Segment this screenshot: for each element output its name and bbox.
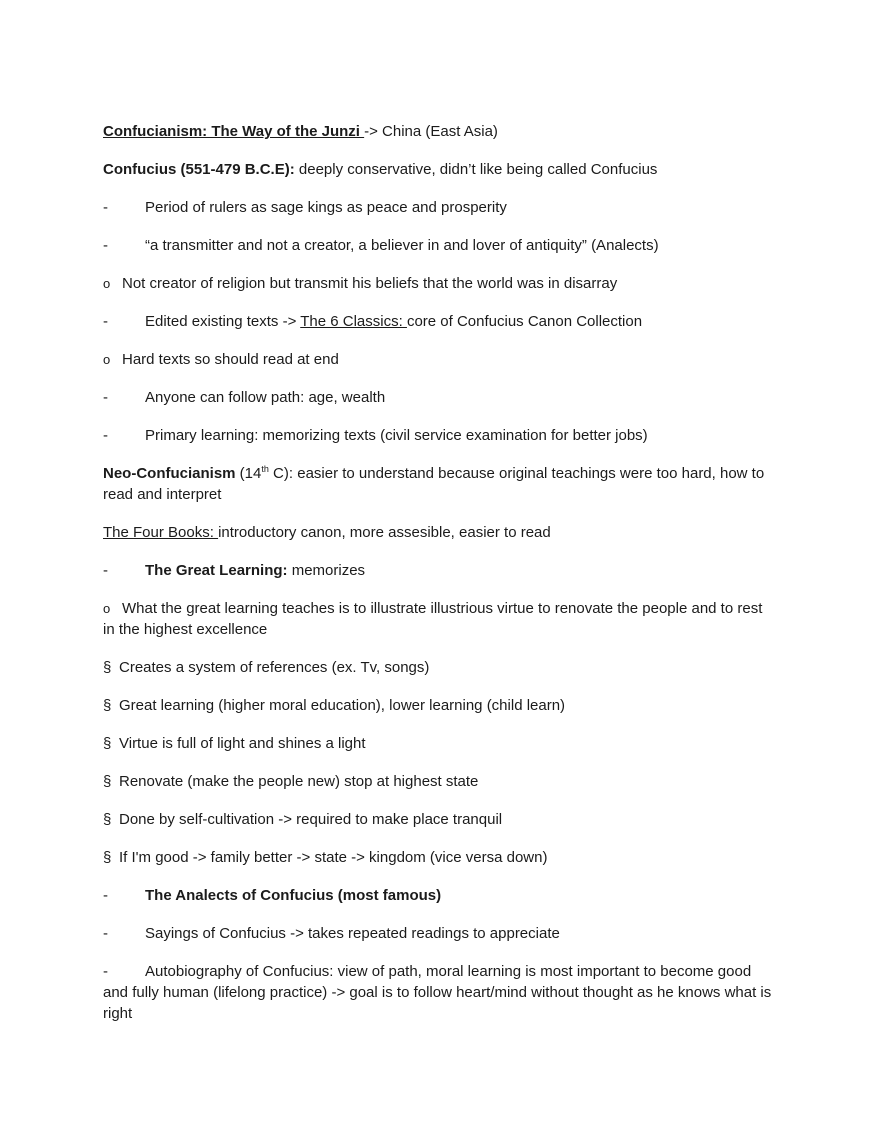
- text-run: What the great learning teaches is to illustrate illustrious virtue to renovate the people and to rest in the highest excellence: [103, 600, 763, 638]
- text-run: The Great Learning:: [145, 562, 288, 579]
- list-item: [103, 809, 777, 830]
- text-run: th: [261, 464, 269, 474]
- text-run: Confucianism: The Way of the Junzi: [103, 123, 365, 140]
- list-item: [103, 657, 777, 678]
- list-item: [103, 349, 777, 370]
- dash-bullet-marker: -: [103, 887, 108, 904]
- text-run: Creates a system of references (ex. Tv, songs): [119, 659, 430, 676]
- text-run: Period of rulers as sage kings as peace and prosperity: [145, 199, 507, 216]
- dash-bullet-marker: -: [103, 562, 108, 579]
- text-run: Not creator of religion but transmit his beliefs that the world was in disarray: [122, 275, 618, 292]
- text-run: Great learning (higher moral education), lower learning (child learn): [119, 697, 566, 714]
- section-bullet-marker: §: [103, 811, 112, 828]
- list-item: [103, 387, 777, 408]
- text-run: Anyone can follow path: age, wealth: [145, 389, 386, 406]
- list-item: [103, 847, 777, 868]
- text-run: core of Confucius Canon Collection: [406, 313, 643, 330]
- paragraph: [103, 463, 777, 505]
- paragraph: [103, 522, 777, 543]
- list-item: [103, 197, 777, 218]
- text-run: (14: [235, 465, 262, 482]
- text-run: deeply conservative, didn’t like being called Confucius: [294, 161, 658, 178]
- section-bullet-marker: §: [103, 697, 112, 714]
- dash-bullet-marker: -: [103, 925, 108, 942]
- list-item: [103, 695, 777, 716]
- list-item: [103, 961, 777, 1024]
- circle-bullet-marker: o: [103, 601, 111, 616]
- text-run: C): easier to understand because original teachings were too hard, how to read and interpret: [103, 465, 765, 503]
- text-run: Done by self-cultivation -> required to make place tranquil: [119, 811, 503, 828]
- list-item: [103, 733, 777, 754]
- text-run: Renovate (make the people new) stop at highest state: [119, 773, 479, 790]
- text-run: Confucius (551-479 B.C.E):: [103, 161, 295, 178]
- paragraph: [103, 121, 777, 142]
- dash-bullet-marker: -: [103, 199, 108, 216]
- section-bullet-marker: §: [103, 659, 112, 676]
- text-run: Sayings of Confucius -> takes repeated readings to appreciate: [145, 925, 560, 942]
- text-run: The Four Books:: [103, 524, 219, 541]
- list-item: [103, 311, 777, 332]
- list-item: [103, 771, 777, 792]
- list-item: [103, 560, 777, 581]
- circle-bullet-marker: o: [103, 276, 111, 291]
- list-item: [103, 923, 777, 944]
- section-bullet-marker: §: [103, 735, 112, 752]
- paragraph: [103, 159, 777, 180]
- dash-bullet-marker: -: [103, 237, 108, 254]
- text-run: Neo-Confucianism: [103, 465, 236, 482]
- text-run: Hard texts so should read at end: [122, 351, 339, 368]
- text-run: Edited existing texts ->: [145, 313, 301, 330]
- text-run: introductory canon, more assesible, easier to read: [218, 524, 551, 541]
- text-run: The 6 Classics:: [300, 313, 407, 330]
- list-item: [103, 235, 777, 256]
- text-run: “a transmitter and not a creator, a believer in and lover of antiquity” (Analects): [145, 237, 659, 254]
- circle-bullet-marker: o: [103, 352, 111, 367]
- section-bullet-marker: §: [103, 773, 112, 790]
- text-run: If I'm good -> family better -> state -> kingdom (vice versa down): [119, 849, 548, 866]
- dash-bullet-marker: -: [103, 313, 108, 330]
- list-item: [103, 598, 777, 640]
- dash-bullet-marker: -: [103, 427, 108, 444]
- dash-bullet-marker: -: [103, 389, 108, 406]
- text-run: Virtue is full of light and shines a light: [119, 735, 366, 752]
- list-item: [103, 885, 777, 906]
- text-run: Autobiography of Confucius: view of path, moral learning is most important to become good and fully human (lifelong practice) -> goal is to follow heart/mind without thought as he knows what is right: [103, 963, 772, 1022]
- text-run: The Analects of Confucius (most famous): [145, 887, 442, 904]
- document-body: [103, 121, 777, 1024]
- text-run: Primary learning: memorizing texts (civil service examination for better jobs): [145, 427, 648, 444]
- dash-bullet-marker: -: [103, 963, 108, 980]
- list-item: [103, 273, 777, 294]
- section-bullet-marker: §: [103, 849, 112, 866]
- text-run: memorizes: [287, 562, 366, 579]
- text-run: -> China (East Asia): [364, 123, 498, 140]
- list-item: [103, 425, 777, 446]
